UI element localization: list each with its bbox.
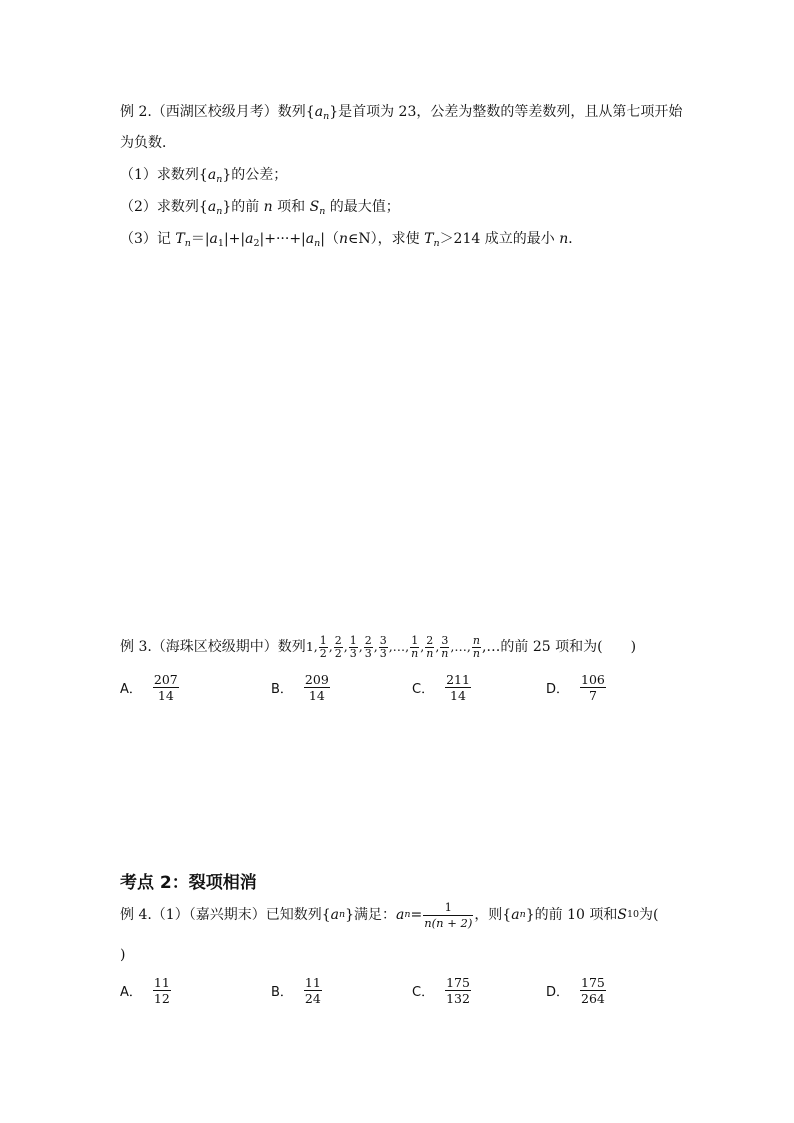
section-heading: 考点 2：裂项相消 xyxy=(120,873,257,893)
ex2-question-2: （2）求数列$\{a_n\}$的前 n 项和 $S_n$ 的最大值； xyxy=(120,199,400,217)
fraction: $\frac{11}{24}$ xyxy=(304,975,321,1006)
fraction: $\frac{175}{132}$ xyxy=(446,975,470,1006)
ex4-option-b: B． $\frac{11}{24}$ xyxy=(271,975,321,1006)
fraction: $\frac{211}{14}$ xyxy=(446,672,470,703)
ex3-option-b: B． $\frac{209}{14}$ xyxy=(271,672,329,703)
fraction: $\frac{3}{3}$ xyxy=(379,633,387,660)
fraction: $\frac{175}{264}$ xyxy=(581,975,605,1006)
ex3-option-d: D． $\frac{106}{7}$ xyxy=(546,672,605,703)
fraction: $\frac{209}{14}$ xyxy=(304,672,329,703)
fraction: $\frac{n}{n}$ xyxy=(472,633,480,660)
ex2-question-1: （1）求数列$\{a_n\}$的公差； xyxy=(120,167,288,185)
fraction: $\frac{2}{3}$ xyxy=(364,633,372,660)
ex2-question-3: （3）记 $T_n=|a_1|+|a_2|+\cdot\cdot\cdot+|a_n|(n\in N)$，求使 $T_n>214$ 成立的最小 n． xyxy=(120,231,583,249)
fraction: $\frac{1}{n(n + 2)}$ xyxy=(424,899,473,930)
fraction: $\frac{1}{2}$ xyxy=(319,633,327,660)
ex4-option-a: A． $\frac{11}{12}$ xyxy=(120,975,170,1006)
fraction: $\frac{207}{14}$ xyxy=(153,672,178,703)
fraction: $\frac{106}{7}$ xyxy=(581,672,605,703)
fraction: $\frac{3}{n}$ xyxy=(441,633,449,660)
ex3-option-c: C． $\frac{211}{14}$ xyxy=(412,672,470,703)
ex2-line-2: 为负数． xyxy=(120,135,176,151)
ex4-option-d: D． $\frac{175}{264}$ xyxy=(546,975,605,1006)
ex4-line-2: ) xyxy=(120,947,126,963)
ex3-option-a: A． $\frac{207}{14}$ xyxy=(120,672,178,703)
fraction: $\frac{11}{12}$ xyxy=(153,975,170,1006)
fraction: $\frac{1}{3}$ xyxy=(349,633,357,660)
fraction: $\frac{1}{n}$ xyxy=(411,633,419,660)
fraction: $\frac{2}{2}$ xyxy=(334,633,342,660)
ex4-question: 例 4.（1）（嘉兴期末）已知数列{ a n }满足： a n = $\frac{1}{n(n + 2)}$ ，则{ a n }的前 10 项和 S 10 为( xyxy=(120,899,659,930)
ex3-question: 例 3.（海珠区校级期中）数列 1, $\frac{1}{2}$ , $\frac{2}{2}$ , $\frac{1}{3}$ , $\frac{2}{3}$ , $\frac{3}{3}$ ,…, $\frac{1}{n}$ , $\frac{2}{n}$ , $\frac{3}{n}$ ,…, $\frac{n}{n}$ ,…的前 25 项和为( ) xyxy=(120,633,637,660)
ex4-option-c: C． $\frac{175}{132}$ xyxy=(412,975,470,1006)
fraction: $\frac{2}{n}$ xyxy=(426,633,434,660)
ex2-line-1: 例 2.（西湖区校级月考）数列$\{a_n\}$是首项为 23，公差为整数的等差数列，且从第七项开始 xyxy=(120,104,683,122)
